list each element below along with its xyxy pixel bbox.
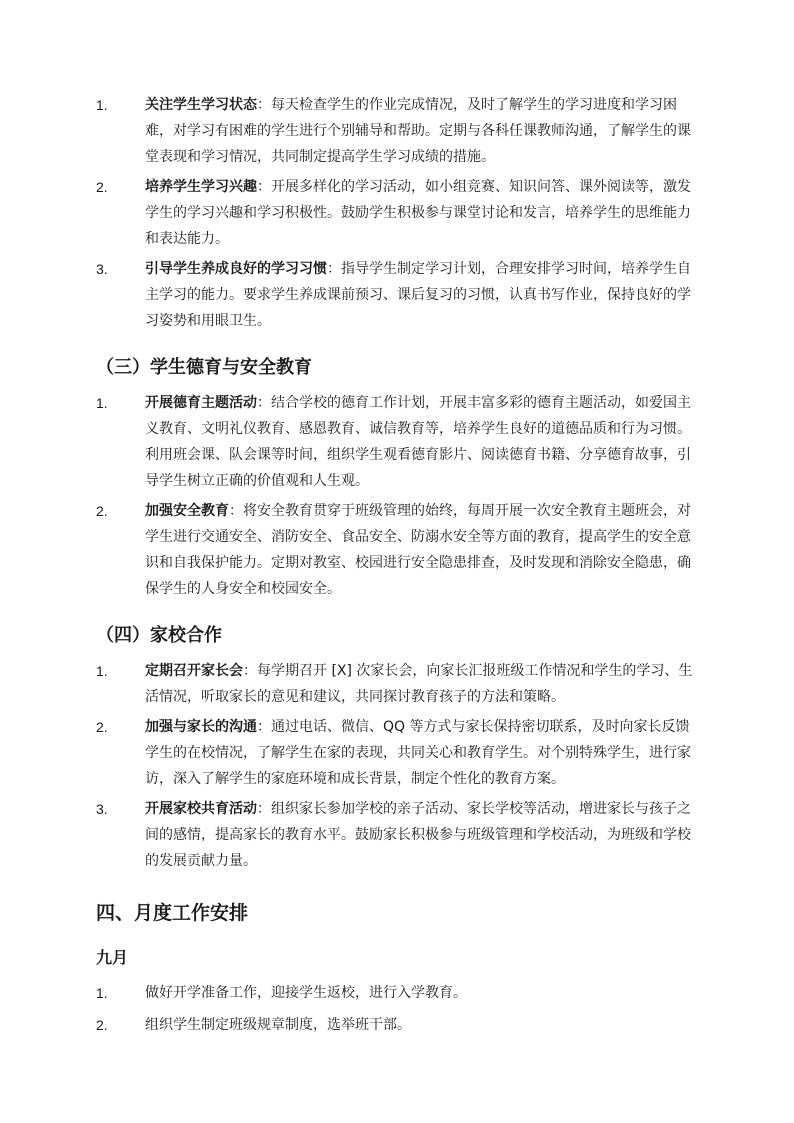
item-title: 定期召开家长会 [145, 663, 243, 679]
list-item [96, 658, 702, 710]
list-item [96, 498, 702, 602]
item-text: 做好开学准备工作，迎接学生返校，进行入学教育。 [145, 985, 467, 1001]
item-title: 引导学生养成良好的学习习惯 [145, 261, 327, 277]
item-text: ：将安全教育贯穿于班级管理的始终，每周开展一次安全教育主题班会，对学生进行交通安全、消防安全、食品安全、防溺水安全等方面的教育，提高学生的安全意识和自我保护能力。定期对教室、校园进行安全隐患排查，及时发现和消除安全隐患，确保学生的人身安全和校园安全。 [145, 503, 691, 597]
item-title: 开展家校共育活动 [145, 801, 257, 817]
month-heading: 九月 [96, 948, 129, 967]
list-item [96, 256, 702, 334]
list-number: 2. [96, 503, 108, 519]
item-text: ：结合学校的德育工作计划，开展丰富多彩的德育主题活动，如爱国主义教育、文明礼仪教育、感恩教育、诚信教育等，培养学生良好的道德品质和行为习惯。利用班会课、队会课等时间，组织学生观看德育影片、阅读德育书籍、分享德育故事，引导学生树立正确的价值观和人生观。 [145, 395, 691, 489]
item-title: 培养学生学习兴趣 [145, 179, 257, 195]
item-text: ：每天检查学生的作业完成情况，及时了解学生的学习进度和学习困难，对学习有困难的学生进行个别辅导和帮助。定期与各科任课教师沟通，了解学生的课堂表现和学习情况，共同制定提高学生学习成绩的措施。 [145, 97, 691, 165]
list-item [96, 174, 702, 252]
section-heading-home-school: （四）家校合作 [96, 625, 222, 646]
item-title: 加强安全教育 [145, 503, 229, 519]
item-title: 开展德育主题活动 [145, 395, 257, 411]
list-item [96, 714, 702, 792]
list-item [96, 980, 702, 1006]
list-item [96, 92, 702, 170]
list-number: 1. [96, 97, 108, 113]
list-number: 1. [96, 985, 108, 1001]
list-number: 1. [96, 395, 108, 411]
list-number: 2. [96, 179, 108, 195]
item-text: ：开展多样化的学习活动，如小组竞赛、知识问答、课外阅读等，激发学生的学习兴趣和学习积极性。鼓励学生积极参与课堂讨论和发言，培养学生的思维能力和表达能力。 [145, 179, 691, 247]
document-content [96, 92, 702, 1044]
list-item [96, 1012, 702, 1038]
chapter-heading-monthly-plan: 四、月度工作安排 [96, 902, 249, 924]
list-number: 3. [96, 261, 108, 277]
item-text: ：组织家长参加学校的亲子活动、家长学校等活动，增进家长与孩子之间的感情，提高家长的教育水平。鼓励家长积极参与班级管理和学校活动，为班级和学校的发展贡献力量。 [145, 801, 691, 869]
item-text: 组织学生制定班级规章制度，选举班干部。 [145, 1017, 411, 1033]
item-title: 加强与家长的沟通 [145, 719, 257, 735]
item-text: ：通过电话、微信、QQ 等方式与家长保持密切联系，及时向家长反馈学生的在校情况，了解学生在家的表现，共同关心和教育学生。对个别特殊学生，进行家访，深入了解学生的家庭环境和成长背景，制定个性化的教育方案。 [145, 719, 691, 787]
section-heading-moral-safety: （三）学生德育与安全教育 [96, 357, 312, 378]
list-number: 1. [96, 663, 108, 679]
item-text: ：指导学生制定学习计划，合理安排学习时间，培养学生自主学习的能力。要求学生养成课前预习、课后复习的习惯，认真书写作业，保持良好的学习姿势和用眼卫生。 [145, 261, 691, 329]
list-item [96, 796, 702, 874]
item-text: ：每学期召开 [X] 次家长会，向家长汇报班级工作情况和学生的学习、生活情况，听取家长的意见和建议，共同探讨教育孩子的方法和策略。 [145, 663, 693, 705]
item-title: 关注学生学习状态 [145, 97, 257, 113]
list-number: 2. [96, 719, 108, 735]
list-number: 2. [96, 1017, 108, 1033]
list-number: 3. [96, 801, 108, 817]
list-item [96, 390, 702, 494]
